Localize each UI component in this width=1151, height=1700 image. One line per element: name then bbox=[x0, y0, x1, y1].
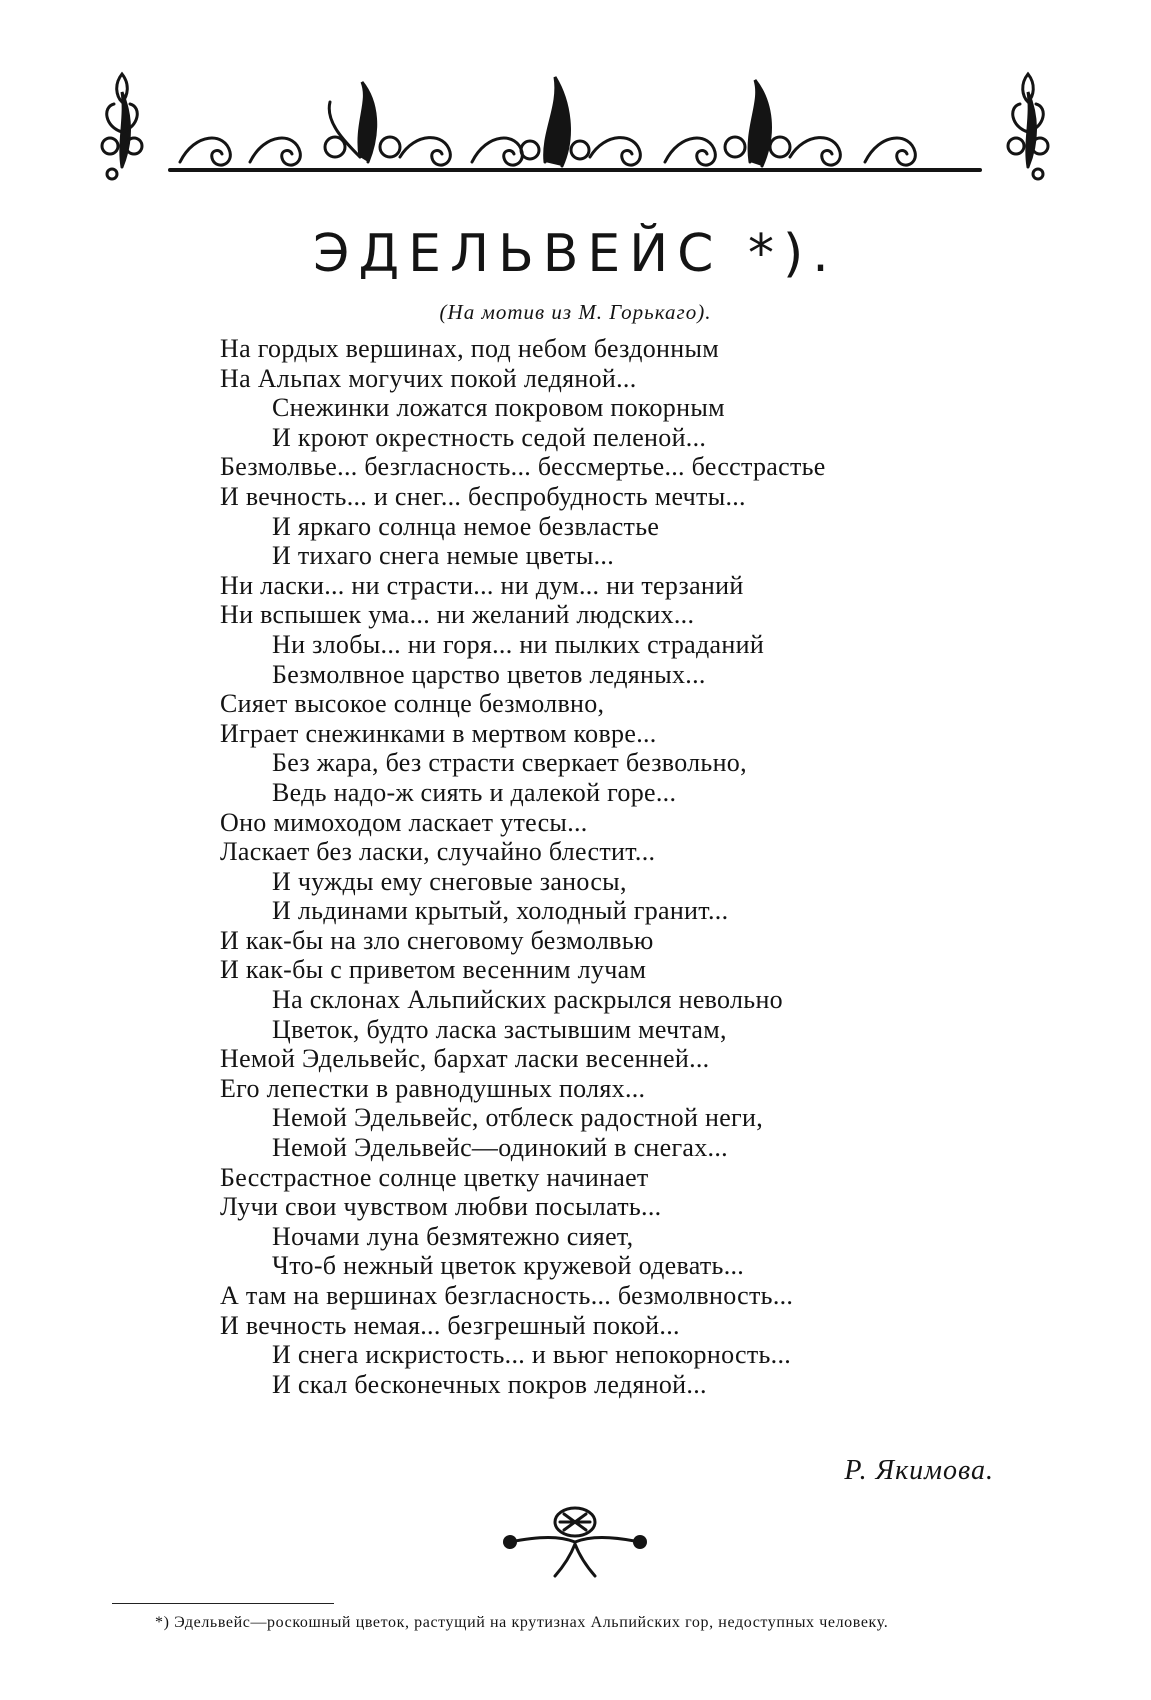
poem-line: И снега искристость... и вьюг непокорность... bbox=[272, 1340, 792, 1370]
flower-ornament-icon bbox=[500, 1502, 650, 1582]
poem-line: Лучи свои чувством любви посылать... bbox=[220, 1192, 662, 1222]
poem-line: И льдинами крытый, холодный гранит... bbox=[272, 896, 729, 926]
poem-line: Немой Эдельвейс, отблеск радостной неги, bbox=[272, 1103, 764, 1133]
poem-line: Безмолвье... безгласность... бессмертье... бесстрастье bbox=[220, 452, 826, 482]
poem-line: Снежинки ложатся покровом покорным bbox=[272, 393, 725, 423]
poem-line: И яркаго солнца немое безвластье bbox=[272, 511, 660, 541]
poem-line: А там на вершинах безгласность... безмолвность... bbox=[220, 1281, 794, 1310]
poem-line: И тихаго снега немые цветы... bbox=[272, 541, 614, 571]
poem-line: Что-б нежный цветок кружевой одевать... bbox=[272, 1251, 745, 1281]
poem-line: И как-бы с приветом весенним лучам bbox=[220, 955, 647, 985]
poem-line: Ночами луна безмятежно сияет, bbox=[272, 1221, 634, 1251]
poem-line: Играет снежинками в мертвом ковре... bbox=[220, 718, 657, 748]
poem-line: И скал бесконечных покров ледяной... bbox=[272, 1369, 707, 1399]
footnote-text: *) Эдельвейс—роскошный цветок, растущий на крутизнах Альпийских гор, недоступных человеку. bbox=[155, 1614, 889, 1631]
poem-subtitle: (На мотив из М. Горькаго). bbox=[439, 300, 712, 324]
poem-line: Без жара, без страсти сверкает безвольно, bbox=[272, 748, 747, 778]
poem-line: Ни злобы... ни горя... ни пылких страданий bbox=[272, 629, 765, 659]
poem-line: На склонах Альпийских раскрылся невольно bbox=[272, 985, 783, 1015]
header-ornament bbox=[100, 62, 1050, 187]
poem-line: На Альпах могучих покой ледяной... bbox=[220, 363, 637, 393]
poem-line: И вечность немая... безгрешный покой... bbox=[220, 1310, 680, 1340]
poem-line: Ни вспышек ума... ни желаний людских... bbox=[220, 600, 695, 630]
poem-line: И чужды ему снеговые заносы, bbox=[272, 866, 627, 896]
poem-line: Немой Эдельвейс—одинокий в снегах... bbox=[272, 1133, 728, 1163]
poem-line: И кроют окрестность седой пеленой... bbox=[272, 422, 707, 452]
poem-title: ЭДЕЛЬВЕЙС *). bbox=[313, 224, 838, 284]
poem-line: Сияет высокое солнце безмолвно, bbox=[220, 689, 605, 719]
poem-line: Ласкает без ласки, случайно блестит... bbox=[220, 837, 656, 867]
poem-line: И вечность... и снег... беспробудность мечты... bbox=[220, 481, 746, 511]
poem-line: На гордых вершинах, под небом бездонным bbox=[220, 334, 719, 363]
poem-line: Бесстрастное солнце цветку начинает bbox=[220, 1162, 649, 1192]
poem-line: И как-бы на зло снеговому безмолвью bbox=[220, 925, 654, 955]
poem-line: Цветок, будто ласка застывшим мечтам, bbox=[272, 1014, 727, 1044]
poem-body bbox=[220, 334, 1040, 1399]
author-signature: Р. Якимова. bbox=[844, 1455, 994, 1486]
poem-line: Безмолвное царство цветов ледяных... bbox=[272, 659, 706, 689]
poem-line: Немой Эдельвейс, бархат ласки весенней... bbox=[220, 1044, 710, 1074]
poem-line: Ни ласки... ни страсти... ни дум... ни терзаний bbox=[220, 570, 744, 600]
poem-line: Оно мимоходом ласкает утесы... bbox=[220, 807, 588, 837]
poem-line: Ведь надо-ж сиять и далекой горе... bbox=[272, 777, 677, 807]
poem-line: Его лепестки в равнодушных полях... bbox=[220, 1073, 646, 1103]
footnote-divider bbox=[112, 1603, 334, 1604]
